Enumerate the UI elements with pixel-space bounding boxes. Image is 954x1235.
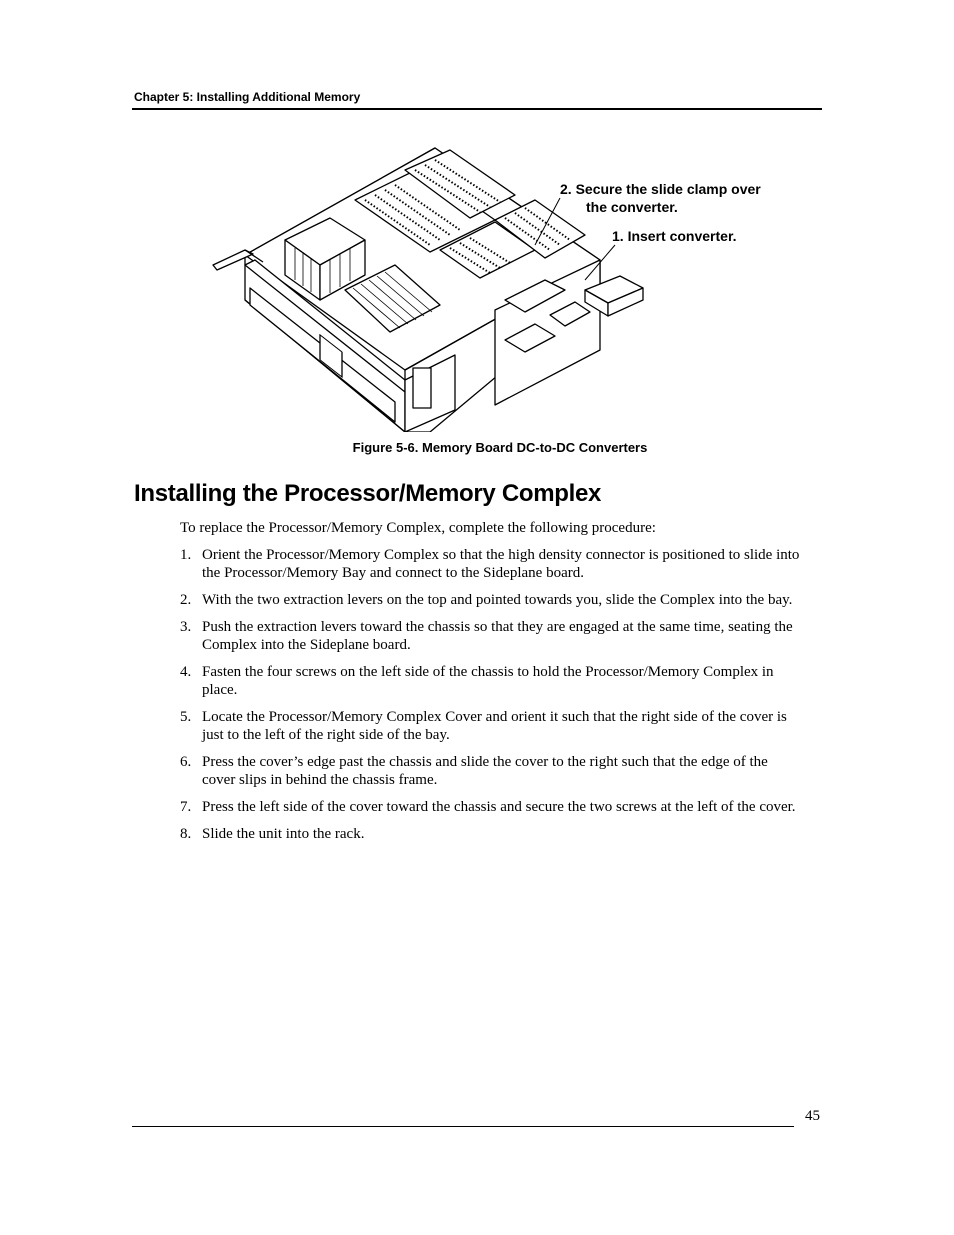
- step-text: Locate the Processor/Memory Complex Cover and orient it such that the right side of the cover is just to the left of the right side of the bay.: [202, 709, 787, 743]
- list-item: [180, 546, 800, 582]
- step-number: 2.: [180, 592, 192, 608]
- step-number: 3.: [180, 619, 192, 635]
- page-number: 45: [805, 1108, 820, 1124]
- step-text: Fasten the four screws on the left side of the chassis to hold the Processor/Memory Complex in place.: [202, 664, 774, 698]
- list-item: [180, 825, 800, 843]
- list-item: [180, 618, 800, 654]
- callout-2-line2: the converter.: [586, 199, 678, 215]
- chassis-illustration: [205, 140, 805, 432]
- step-number: 5.: [180, 709, 192, 725]
- step-text: Slide the unit into the rack.: [202, 826, 365, 842]
- step-number: 1.: [180, 547, 192, 563]
- step-text: Press the left side of the cover toward the chassis and secure the two screws at the left of the cover.: [202, 799, 796, 815]
- step-text: With the two extraction levers on the top and pointed towards you, slide the Complex into the bay.: [202, 592, 793, 608]
- callout-1: 1. Insert converter.: [612, 228, 737, 244]
- footer-rule: [132, 1126, 794, 1127]
- list-item: [180, 753, 800, 789]
- list-item: [180, 663, 800, 699]
- intro-paragraph: To replace the Processor/Memory Complex, complete the following procedure:: [180, 520, 656, 536]
- procedure-steps: [180, 546, 800, 852]
- header-rule: [132, 108, 822, 110]
- step-number: 4.: [180, 664, 192, 680]
- step-text: Press the cover’s edge past the chassis and slide the cover to the right such that the edge of the cover slips in behind the chassis frame.: [202, 754, 768, 788]
- list-item: [180, 708, 800, 744]
- figure-caption: Figure 5-6. Memory Board DC-to-DC Converters: [352, 440, 648, 455]
- step-number: 6.: [180, 754, 192, 770]
- step-text: Push the extraction levers toward the chassis so that they are engaged at the same time, seating the Complex into the Sideplane board.: [202, 619, 793, 653]
- step-number: 8.: [180, 826, 192, 842]
- section-title: Installing the Processor/Memory Complex: [134, 480, 602, 507]
- list-item: [180, 591, 800, 609]
- step-text: Orient the Processor/Memory Complex so that the high density connector is positioned to slide into the Processor/Memory Bay and connect to the Sideplane board.: [202, 547, 800, 581]
- step-number: 7.: [180, 799, 192, 815]
- callout-2-line1: 2. Secure the slide clamp over: [560, 181, 761, 197]
- list-item: [180, 798, 800, 816]
- running-header: Chapter 5: Installing Additional Memory: [134, 90, 361, 104]
- figure-memory-board: [205, 140, 805, 432]
